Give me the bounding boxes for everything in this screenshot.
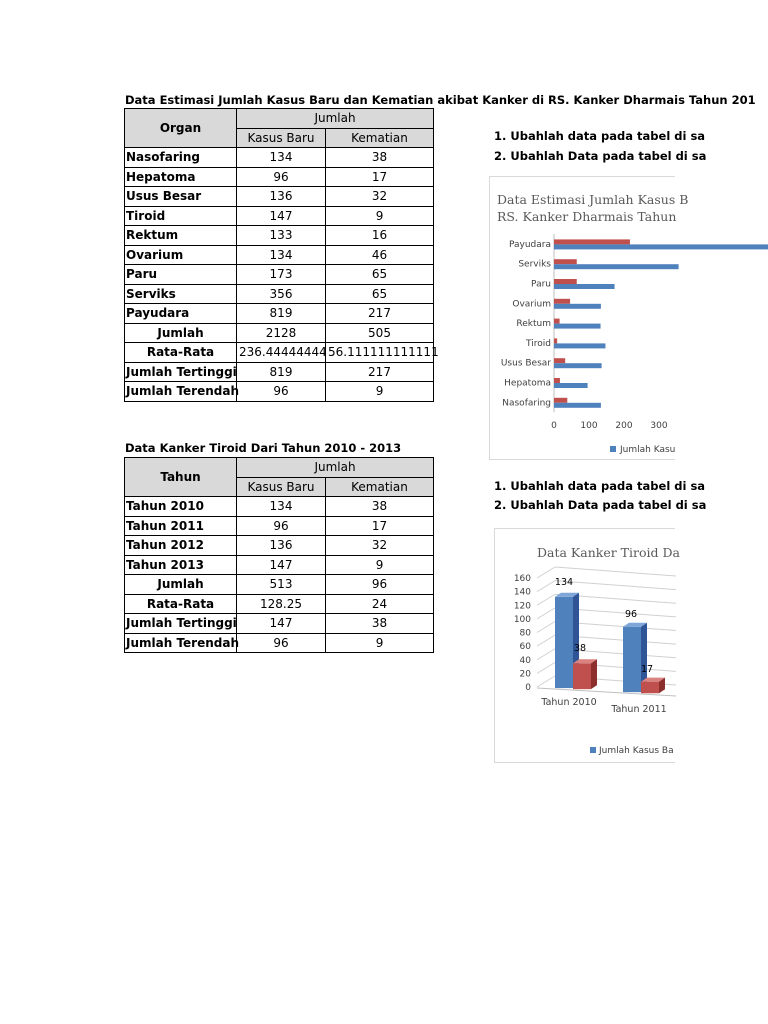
kasus-baru-cell: 133 bbox=[237, 226, 326, 246]
kasus-baru-cell: 136 bbox=[237, 187, 326, 207]
summary-row bbox=[125, 633, 434, 653]
kematian-cell: 96 bbox=[326, 575, 434, 595]
bar-kematian bbox=[554, 358, 565, 363]
y-tick-label: 120 bbox=[513, 601, 531, 612]
bar-kasus-baru bbox=[554, 343, 605, 348]
instruction-2: 2. Ubahlah Data pada tabel di sa bbox=[494, 498, 707, 512]
bar-kematian bbox=[554, 338, 557, 343]
x-tick-label: 0 bbox=[551, 421, 557, 432]
y-tick-label: 20 bbox=[519, 669, 531, 680]
table-row bbox=[125, 148, 434, 168]
kasus-baru-cell: 173 bbox=[237, 265, 326, 285]
table-row bbox=[125, 167, 434, 187]
column-kematian-side bbox=[591, 659, 597, 689]
summary-row bbox=[125, 343, 434, 363]
kematian-cell: 9 bbox=[326, 555, 434, 575]
kasus-baru-cell: 128.25 bbox=[237, 594, 326, 614]
bar-kematian bbox=[554, 239, 630, 244]
gridline bbox=[537, 581, 555, 592]
chart-title-line: Data Estimasi Jumlah Kasus B bbox=[497, 192, 689, 207]
bar-kasus-baru bbox=[554, 284, 615, 289]
table-row bbox=[125, 245, 434, 265]
kematian-cell: 65 bbox=[326, 284, 434, 304]
kasus-baru-cell: 147 bbox=[237, 206, 326, 226]
table-row bbox=[125, 226, 434, 246]
instruction-1: 1. Ubahlah data pada tabel di sa bbox=[494, 479, 706, 493]
row-label: Rektum bbox=[125, 226, 237, 246]
kematian-cell: 38 bbox=[326, 614, 434, 634]
kematian-cell: 32 bbox=[326, 187, 434, 207]
kematian-cell: 17 bbox=[326, 516, 434, 536]
data-label: 38 bbox=[573, 643, 587, 654]
kematian-cell: 16 bbox=[326, 226, 434, 246]
kematian-cell: 9 bbox=[326, 633, 434, 653]
summary-label: Jumlah Terendah bbox=[125, 382, 237, 402]
summary-label: Jumlah Tertinggi bbox=[125, 614, 237, 634]
kasus-baru-cell: 96 bbox=[237, 382, 326, 402]
summary-row bbox=[125, 382, 434, 402]
chart-title-line: RS. Kanker Dharmais Tahun bbox=[497, 209, 677, 224]
bar-kematian bbox=[554, 299, 570, 304]
kasus-baru-cell: 136 bbox=[237, 536, 326, 556]
x-tick-label: 200 bbox=[615, 421, 633, 432]
table-row bbox=[125, 265, 434, 285]
category-label: Paru bbox=[531, 279, 551, 290]
kematian-cell: 17 bbox=[326, 167, 434, 187]
bar-kematian bbox=[554, 259, 577, 264]
table-row bbox=[125, 516, 434, 536]
summary-label: Jumlah Terendah bbox=[125, 633, 237, 653]
category-label: Hepatoma bbox=[504, 378, 551, 389]
summary-label: Jumlah bbox=[125, 575, 237, 595]
table-row bbox=[125, 555, 434, 575]
data-label: 134 bbox=[554, 577, 574, 588]
category-label: Serviks bbox=[518, 259, 551, 270]
table-row bbox=[125, 284, 434, 304]
header-jumlah: Jumlah bbox=[237, 458, 434, 478]
section1-title: Data Estimasi Jumlah Kasus Baru dan Kematian akibat Kanker di RS. Kanker Dharmais Tahun 201 bbox=[125, 93, 756, 107]
row-label: Hepatoma bbox=[125, 167, 237, 187]
category-label: Payudara bbox=[508, 239, 551, 250]
kasus-baru-cell: 134 bbox=[237, 245, 326, 265]
y-tick-label: 160 bbox=[513, 574, 531, 584]
summary-label: Rata-Rata bbox=[125, 594, 237, 614]
row-label: Usus Besar bbox=[125, 187, 237, 207]
bar-kematian bbox=[554, 279, 577, 284]
column-kematian bbox=[573, 663, 591, 689]
bar-kematian bbox=[554, 398, 567, 403]
row-label: Serviks bbox=[125, 284, 237, 304]
instruction-1: 1. Ubahlah data pada tabel di sa bbox=[494, 129, 706, 143]
category-label: Nasofaring bbox=[502, 398, 551, 409]
summary-row bbox=[125, 614, 434, 634]
bar-kasus-baru bbox=[554, 383, 588, 388]
kasus-baru-cell: 236.44444444 bbox=[237, 343, 326, 363]
summary-row bbox=[125, 323, 434, 343]
header-jumlah: Jumlah bbox=[237, 109, 434, 129]
table-row bbox=[125, 206, 434, 226]
column-kasus-baru bbox=[623, 627, 641, 692]
kematian-cell: 65 bbox=[326, 265, 434, 285]
kematian-cell: 32 bbox=[326, 536, 434, 556]
row-label: Payudara bbox=[125, 304, 237, 324]
kematian-cell: 9 bbox=[326, 382, 434, 402]
organ-bar-chart[interactable] bbox=[489, 176, 689, 460]
legend-label: Jumlah Kasu bbox=[620, 445, 676, 455]
header-organ: Organ bbox=[125, 109, 237, 148]
row-label: Paru bbox=[125, 265, 237, 285]
y-tick-label: 60 bbox=[519, 642, 531, 653]
y-tick-label: 100 bbox=[513, 614, 531, 625]
section2-title: Data Kanker Tiroid Dari Tahun 2010 - 2013 bbox=[125, 441, 402, 455]
gridline bbox=[537, 635, 555, 646]
gridline bbox=[555, 581, 676, 590]
table-row bbox=[125, 497, 434, 517]
kematian-cell: 217 bbox=[326, 362, 434, 382]
header-kematian: Kematian bbox=[326, 477, 434, 497]
kematian-cell: 217 bbox=[326, 304, 434, 324]
gridline bbox=[537, 608, 555, 619]
kematian-cell: 38 bbox=[326, 148, 434, 168]
legend-swatch bbox=[590, 747, 596, 753]
data-label: 17 bbox=[640, 664, 654, 675]
bar-kasus-baru bbox=[554, 363, 602, 368]
category-label: Tiroid bbox=[526, 338, 551, 349]
kasus-baru-cell: 2128 bbox=[237, 323, 326, 343]
kasus-baru-cell: 134 bbox=[237, 148, 326, 168]
kasus-baru-cell: 147 bbox=[237, 555, 326, 575]
column-kematian bbox=[641, 682, 659, 694]
kasus-baru-cell: 96 bbox=[237, 633, 326, 653]
kasus-baru-cell: 819 bbox=[237, 362, 326, 382]
y-tick-label: 0 bbox=[525, 683, 531, 693]
x-tick-label: 300 bbox=[650, 421, 668, 432]
legend-swatch bbox=[610, 446, 616, 452]
bar-kasus-baru bbox=[554, 264, 679, 269]
data-label: 96 bbox=[624, 609, 638, 620]
category-label: Usus Besar bbox=[500, 358, 551, 369]
chart-title: Data Kanker Tiroid Da bbox=[537, 545, 680, 560]
row-label: Tahun 2011 bbox=[125, 516, 237, 536]
gridline bbox=[537, 594, 555, 605]
bar-kasus-baru bbox=[554, 244, 768, 249]
row-label: Nasofaring bbox=[125, 148, 237, 168]
tiroid-3d-column-chart[interactable] bbox=[494, 528, 680, 763]
row-label: Tiroid bbox=[125, 206, 237, 226]
column-kasus-baru bbox=[555, 597, 573, 688]
y-tick-label: 40 bbox=[519, 655, 531, 666]
row-label: Tahun 2012 bbox=[125, 536, 237, 556]
category-label: Rektum bbox=[516, 319, 551, 330]
summary-row bbox=[125, 575, 434, 595]
bar-kasus-baru bbox=[554, 304, 601, 309]
gridline bbox=[537, 676, 555, 687]
header-tahun: Tahun bbox=[125, 458, 237, 497]
kematian-cell: 9 bbox=[326, 206, 434, 226]
category-label: Tahun 2010 bbox=[541, 697, 597, 708]
kematian-cell: 46 bbox=[326, 245, 434, 265]
kasus-baru-cell: 134 bbox=[237, 497, 326, 517]
bar-kasus-baru bbox=[554, 403, 601, 408]
kematian-cell: 24 bbox=[326, 594, 434, 614]
summary-row bbox=[125, 594, 434, 614]
gridline bbox=[537, 649, 555, 660]
bar-kematian bbox=[554, 378, 560, 383]
tiroid-table bbox=[124, 457, 434, 653]
header-kasus-baru: Kasus Baru bbox=[237, 128, 326, 148]
kematian-cell: 56.111111111111 bbox=[326, 343, 434, 363]
kasus-baru-cell: 96 bbox=[237, 516, 326, 536]
kematian-cell: 38 bbox=[326, 497, 434, 517]
gridline bbox=[537, 662, 555, 673]
header-kematian: Kematian bbox=[326, 128, 434, 148]
kasus-baru-cell: 819 bbox=[237, 304, 326, 324]
kematian-cell: 505 bbox=[326, 323, 434, 343]
row-label: Tahun 2013 bbox=[125, 555, 237, 575]
kasus-baru-cell: 356 bbox=[237, 284, 326, 304]
organ-table bbox=[124, 108, 439, 402]
y-tick-label: 140 bbox=[513, 587, 531, 598]
gridline bbox=[555, 567, 676, 576]
summary-label: Jumlah bbox=[125, 323, 237, 343]
legend-label: Jumlah Kasus Ba bbox=[599, 746, 674, 756]
row-label: Ovarium bbox=[125, 245, 237, 265]
table-row bbox=[125, 187, 434, 207]
kasus-baru-cell: 147 bbox=[237, 614, 326, 634]
summary-row bbox=[125, 362, 434, 382]
row-label: Tahun 2010 bbox=[125, 497, 237, 517]
header-kasus-baru: Kasus Baru bbox=[237, 477, 326, 497]
instruction-2: 2. Ubahlah Data pada tabel di sa bbox=[494, 149, 707, 163]
gridline bbox=[537, 622, 555, 633]
x-tick-label: 100 bbox=[580, 421, 598, 432]
category-label: Tahun 2011 bbox=[611, 704, 667, 715]
table-row bbox=[125, 536, 434, 556]
y-tick-label: 80 bbox=[519, 628, 531, 639]
kasus-baru-cell: 513 bbox=[237, 575, 326, 595]
bar-kematian bbox=[554, 319, 560, 324]
bar-kasus-baru bbox=[554, 324, 601, 329]
kasus-baru-cell: 96 bbox=[237, 167, 326, 187]
table-row bbox=[125, 304, 434, 324]
gridline bbox=[537, 567, 555, 578]
summary-label: Rata-Rata bbox=[125, 343, 237, 363]
category-label: Ovarium bbox=[512, 299, 551, 310]
summary-label: Jumlah Tertinggi bbox=[125, 362, 237, 382]
